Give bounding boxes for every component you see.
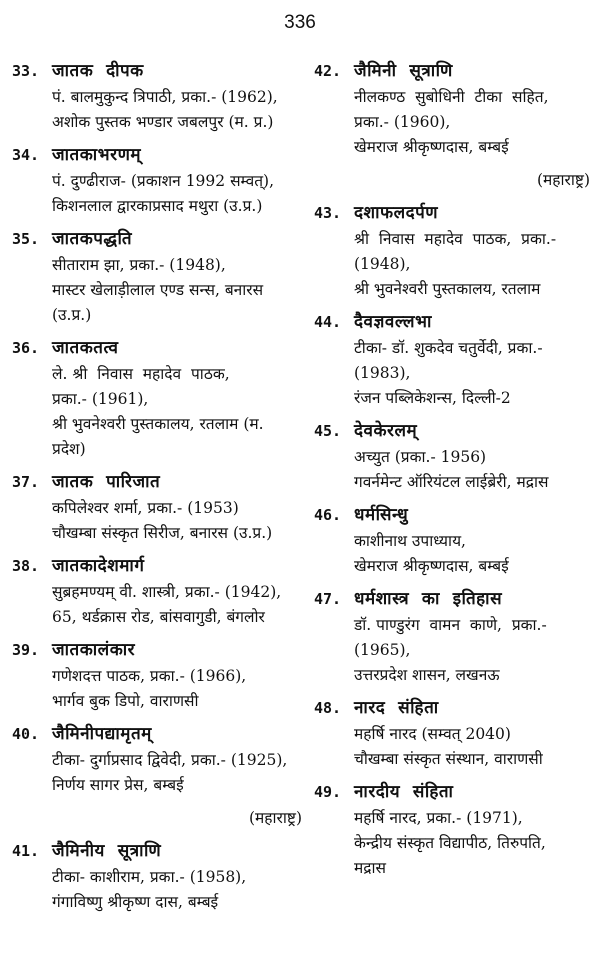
entry-detail-line: (उ.प्र.) bbox=[52, 306, 92, 324]
entry-detail-line: (महाराष्ट्र) bbox=[248, 809, 302, 827]
entry-heading bbox=[12, 58, 302, 85]
entry-detail-line: काशीनाथ उपाध्याय, bbox=[354, 532, 466, 550]
entry-title: धर्मसिन्धु bbox=[354, 505, 409, 525]
entry-detail-line: मद्रास bbox=[354, 859, 386, 877]
entry-number: 47. bbox=[314, 590, 342, 608]
left-column bbox=[12, 58, 302, 922]
entry-number: 34. bbox=[12, 146, 40, 164]
entry-heading bbox=[12, 142, 302, 169]
entry-heading bbox=[12, 226, 302, 253]
bibliography-entry bbox=[314, 200, 590, 302]
entry-title: जैमिनीय सूत्राणि bbox=[52, 841, 162, 861]
entry-detail-line: 65, थर्डक्रास रोड, बांसवागुडी, बंगलोर bbox=[52, 608, 265, 626]
entry-detail-line: श्री भुवनेश्वरी पुस्तकालय, रतलाम (म. bbox=[52, 415, 264, 433]
entry-number: 41. bbox=[12, 842, 40, 860]
entry-heading bbox=[314, 586, 590, 613]
bibliography-entry bbox=[12, 469, 302, 546]
entry-detail-line: गणेशदत्त पाठक, प्रका.- (1966), bbox=[52, 667, 247, 685]
entry-title: जातकालंकार bbox=[52, 640, 136, 660]
entry-detail-line: (1948), bbox=[354, 255, 411, 273]
entry-number: 37. bbox=[12, 473, 40, 491]
entry-detail-line: केन्द्रीय संस्कृत विद्यापीठ, तिरुपति, bbox=[354, 834, 546, 852]
entry-detail-line: (1983), bbox=[354, 364, 411, 382]
bibliography-entry bbox=[314, 418, 590, 495]
entry-title: जातकादेशमार्ग bbox=[52, 556, 145, 576]
entry-detail-line: चौखम्बा संस्कृत सिरीज, बनारस (उ.प्र.) bbox=[52, 524, 273, 542]
entry-detail-line: (1965), bbox=[354, 641, 411, 659]
entry-detail-line: खेमराज श्रीकृष्णदास, बम्बई bbox=[354, 138, 509, 156]
entry-detail-line: सीताराम झा, प्रका.- (1948), bbox=[52, 256, 226, 274]
bibliography-entry bbox=[12, 637, 302, 714]
entry-number: 39. bbox=[12, 641, 40, 659]
entry-title: जातकपद्धति bbox=[52, 229, 133, 249]
entry-title: दैवज्ञवल्लभा bbox=[354, 312, 432, 332]
entry-heading bbox=[12, 721, 302, 748]
entry-detail-line: महर्षि नारद, प्रका.- (1971), bbox=[354, 809, 523, 827]
entry-detail-line: अच्युत (प्रका.- 1956) bbox=[354, 448, 487, 466]
entry-detail-line: डॉ. पाण्डुरंग वामन काणे, प्रका.- bbox=[354, 616, 547, 634]
bibliography-entry bbox=[314, 502, 590, 579]
entry-title: जातकाभरणम् bbox=[52, 145, 142, 165]
entry-heading bbox=[12, 838, 302, 865]
bibliography-entry bbox=[12, 553, 302, 630]
entry-detail-line: चौखम्बा संस्कृत संस्थान, वाराणसी bbox=[354, 750, 543, 768]
entry-detail-line: मास्टर खेलाड़ीलाल एण्ड सन्स, बनारस bbox=[52, 281, 264, 299]
entry-detail-line: टीका- काशीराम, प्रका.- (1958), bbox=[52, 868, 247, 886]
bibliography-entry bbox=[314, 779, 590, 881]
entry-detail-line: पं. दुण्ढीराज- (प्रकाशन 1992 सम्वत्), bbox=[52, 172, 275, 190]
bibliography-entry bbox=[314, 695, 590, 772]
entry-number: 46. bbox=[314, 506, 342, 524]
entry-detail-line: निर्णय सागर प्रेस, बम्बई bbox=[52, 776, 184, 794]
entry-title: जैमिनीपद्यामृतम् bbox=[52, 724, 152, 744]
entry-detail-line: खेमराज श्रीकृष्णदास, बम्बई bbox=[354, 557, 509, 575]
entry-number: 33. bbox=[12, 62, 40, 80]
bibliography-entry bbox=[12, 838, 302, 915]
entry-detail-line: प्रका.- (1960), bbox=[354, 113, 451, 131]
right-column bbox=[314, 58, 590, 888]
entry-heading bbox=[12, 469, 302, 496]
entry-title: जातक दीपक bbox=[52, 61, 144, 81]
entry-number: 48. bbox=[314, 699, 342, 717]
entry-number: 38. bbox=[12, 557, 40, 575]
bibliography-entry bbox=[314, 586, 590, 688]
entry-title: जातकतत्व bbox=[52, 338, 119, 358]
entry-title: धर्मशास्त्र का इतिहास bbox=[354, 589, 503, 609]
entry-title: जातक पारिजात bbox=[52, 472, 161, 492]
bibliography-entry bbox=[12, 142, 302, 219]
entry-detail-line: टीका- दुर्गाप्रसाद द्विवेदी, प्रका.- (1925), bbox=[52, 751, 288, 769]
entry-number: 44. bbox=[314, 313, 342, 331]
bibliography-entry bbox=[12, 58, 302, 135]
entry-title: देवकेरलम् bbox=[354, 421, 418, 441]
entry-detail-line: किशनलाल द्वारकाप्रसाद मथुरा (उ.प्र.) bbox=[52, 197, 263, 215]
entry-title: जैमिनी सूत्राणि bbox=[354, 61, 453, 81]
entry-detail-line: प्रदेश) bbox=[52, 440, 86, 458]
entry-detail-line: पं. बालमुकुन्द त्रिपाठी, प्रका.- (1962), bbox=[52, 88, 278, 106]
page-number: 336 bbox=[284, 12, 316, 33]
entry-detail-line: श्री भुवनेश्वरी पुस्तकालय, रतलाम bbox=[354, 280, 541, 298]
entry-number: 36. bbox=[12, 339, 40, 357]
entry-heading bbox=[314, 779, 590, 806]
bibliography-entry bbox=[12, 721, 302, 831]
entry-number: 45. bbox=[314, 422, 342, 440]
entry-detail-line: गवर्नमेन्ट ऑरियंटल लाईब्रेरी, मद्रास bbox=[354, 473, 549, 491]
entry-heading bbox=[314, 502, 590, 529]
entry-number: 42. bbox=[314, 62, 342, 80]
bibliography-entry bbox=[12, 335, 302, 462]
entry-heading bbox=[12, 553, 302, 580]
entry-title: नारदीय संहिता bbox=[354, 782, 454, 802]
entry-detail-line: महर्षि नारद (सम्वत् 2040) bbox=[354, 725, 511, 743]
entry-title: दशाफलदर्पण bbox=[354, 203, 439, 223]
entry-detail-line: कपिलेश्वर शर्मा, प्रका.- (1953) bbox=[52, 499, 239, 517]
entry-heading bbox=[314, 418, 590, 445]
bibliography-entry bbox=[12, 226, 302, 328]
entry-heading bbox=[314, 695, 590, 722]
entry-detail-line: अशोक पुस्तक भण्डार जबलपुर (म. प्र.) bbox=[52, 113, 274, 131]
entry-detail-line: (महाराष्ट्र) bbox=[536, 171, 590, 189]
entry-heading bbox=[12, 637, 302, 664]
entry-title: नारद संहिता bbox=[354, 698, 439, 718]
entry-detail-line: ले. श्री निवास महादेव पाठक, bbox=[52, 365, 230, 383]
entry-detail-line: टीका- डॉ. शुकदेव चतुर्वेदी, प्रका.- bbox=[354, 339, 543, 357]
entry-detail-line: श्री निवास महादेव पाठक, प्रका.- bbox=[354, 230, 557, 248]
entry-detail-line: उत्तरप्रदेश शासन, लखनऊ bbox=[354, 666, 500, 684]
entry-detail-line: भार्गव बुक डिपो, वाराणसी bbox=[52, 692, 199, 710]
entry-number: 43. bbox=[314, 204, 342, 222]
entry-detail-line: रंजन पब्लिकेशन्स, दिल्ली-2 bbox=[354, 389, 511, 407]
entry-number: 35. bbox=[12, 230, 40, 248]
entry-heading bbox=[314, 200, 590, 227]
entry-heading bbox=[314, 58, 590, 85]
bibliography-entry bbox=[314, 58, 590, 193]
bibliography-entry bbox=[314, 309, 590, 411]
entry-heading bbox=[314, 309, 590, 336]
entry-detail-line: सुब्रहमण्यम् वी. शास्त्री, प्रका.- (1942), bbox=[52, 583, 282, 601]
entry-detail-line: प्रका.- (1961), bbox=[52, 390, 149, 408]
entry-detail-line: गंगाविष्णु श्रीकृष्ण दास, बम्बई bbox=[52, 893, 219, 911]
entry-number: 49. bbox=[314, 783, 342, 801]
entry-heading bbox=[12, 335, 302, 362]
entry-number: 40. bbox=[12, 725, 40, 743]
entry-detail-line: नीलकण्ठ सुबोधिनी टीका सहित, bbox=[354, 88, 549, 106]
